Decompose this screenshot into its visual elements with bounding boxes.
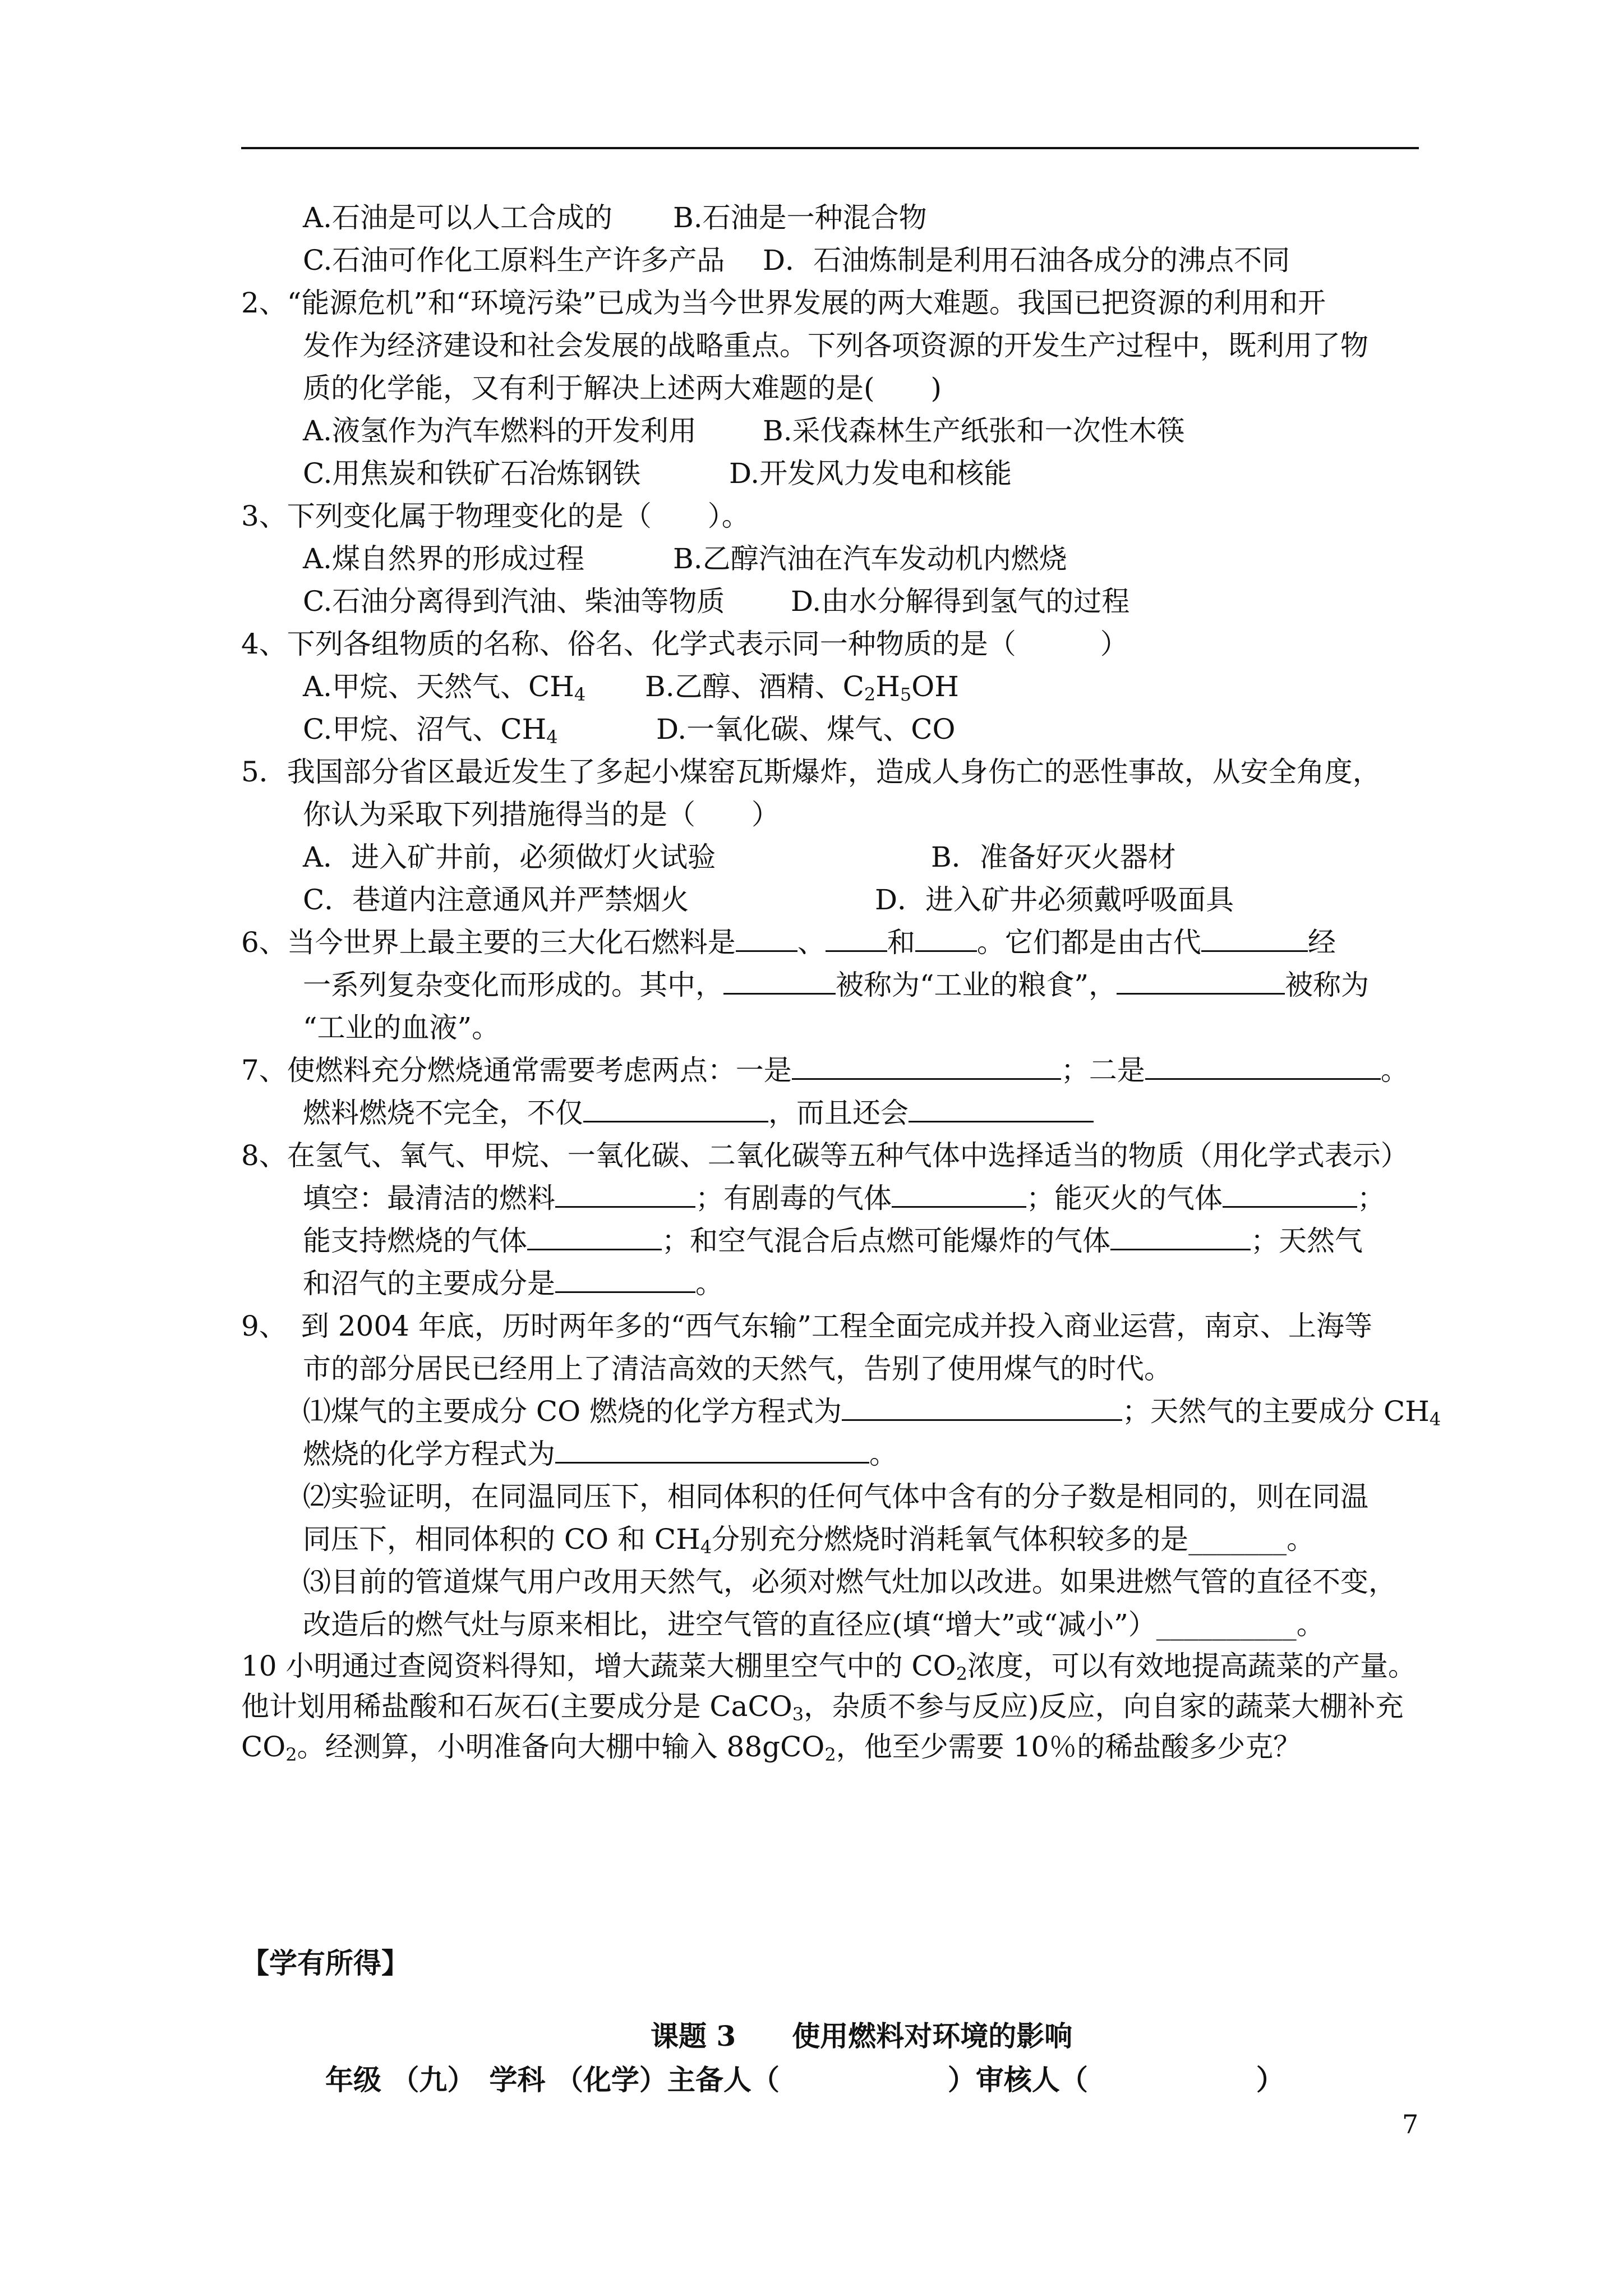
q9-stem-line2: 市的部分居民已经用上了清洁高效的天然气，告别了使用煤气的时代。 — [303, 1352, 1172, 1385]
q8-line2: 填空：最清洁的燃料 ；有剧毒的气体 ；能灭火的气体 ； — [303, 1182, 1385, 1214]
q2-stem-line1: 2、“能源危机”和“环境污染”已成为当今世界发展的两大难题。我国已把资源的利用和开 — [241, 287, 1326, 319]
q8-blank-2[interactable] — [892, 1181, 1026, 1208]
q2-stem-line3: 质的化学能，又有利于解决上述两大难题的是( ) — [303, 372, 942, 404]
q8-line4: 和沼气的主要成分是 。 — [303, 1267, 723, 1300]
q2-option-a: A.液氢作为汽车燃料的开发利用 — [303, 415, 697, 447]
q7-blank-3[interactable] — [583, 1096, 768, 1122]
q4-option-b: B.乙醇、酒精、$C_2H_5OH$ — [645, 670, 959, 705]
q5-stem-line2: 你认为采取下列措施得当的是（ ） — [303, 798, 780, 831]
q7-blank-1[interactable] — [792, 1053, 1061, 1080]
q5-stem-line1: 5．我国部分省区最近发生了多起小煤窑瓦斯爆炸，造成人身伤亡的恶性事故，从安全角度， — [241, 756, 1381, 788]
q8-stem: 8、在氢气、氧气、甲烷、一氧化碳、二氧化碳等五种气体中选择适当的物质（用化学式表示） — [241, 1139, 1409, 1172]
q9-part1-line1: ⑴煤气的主要成分 CO 燃烧的化学方程式为 ；天然气的主要成分 $CH_4$ — [303, 1395, 1441, 1430]
q4-option-a: A.甲烷、天然气、$CH_4$ — [303, 670, 586, 705]
q3-stem: 3、下列变化属于物理变化的是（ ）。 — [241, 500, 750, 532]
q3-option-d: D.由水分解得到氢气的过程 — [791, 585, 1130, 618]
q3-option-a: A.煤自然界的形成过程 — [303, 542, 585, 575]
q9-stem-line1: 9、 到 2004 年底，历时两年多的“西气东输”工程全面完成并投入商业运营，南京、上海等 — [241, 1310, 1372, 1342]
q6-line3: “工业的血液”。 — [303, 1011, 500, 1044]
q8-blank-3[interactable] — [1223, 1181, 1357, 1208]
page-number: 7 — [1402, 2109, 1419, 2139]
q6-blank-3[interactable] — [915, 926, 977, 952]
q6-blank-4[interactable] — [1201, 926, 1308, 952]
section-heading: 【学有所得】 — [241, 1947, 409, 1980]
q4-option-d: D.一氧化碳、煤气、CO — [656, 713, 956, 746]
q4-stem: 4、下列各组物质的名称、俗名、化学式表示同一种物质的是（ ） — [241, 628, 1128, 660]
q8-blank-1[interactable] — [555, 1181, 695, 1208]
q8-blank-6[interactable] — [555, 1267, 695, 1293]
q9-blank-2[interactable] — [555, 1437, 869, 1464]
q6-line1: 6、当今世界上最主要的三大化石燃料是 、 和 。它们都是由古代 经 — [241, 926, 1336, 959]
q3-option-c: C.石油分离得到汽油、柴油等物质 — [303, 585, 725, 618]
q9-part2-line1: ⑵实验证明，在同温同压下，相同体积的任何气体中含有的分子数是相同的，则在同温 — [303, 1480, 1368, 1513]
q6-blank-2[interactable] — [826, 926, 887, 952]
q6-blank-1[interactable] — [736, 926, 797, 952]
q2-option-d: D.开发风力发电和核能 — [729, 457, 1012, 490]
q2-option-c: C.用焦炭和铁矿石冶炼钢铁 — [303, 457, 641, 490]
q7-blank-2[interactable] — [1145, 1053, 1381, 1080]
q9-part1-line2: 燃烧的化学方程式为 。 — [303, 1438, 897, 1470]
q8-blank-4[interactable] — [527, 1224, 662, 1250]
q7-line2: 燃料燃烧不完全，不仅 ，而且还会 — [303, 1096, 1094, 1130]
q3-option-b: B.乙醇汽油在汽车发动机内燃烧 — [673, 542, 1067, 575]
q5-option-c: C．巷道内注意通风并严禁烟火 — [303, 884, 689, 916]
lesson-info-line: 年级 （九） 学科 （化学）主备人（ ）审核人（ ） — [325, 2063, 1284, 2096]
q1-option-c: C.石油可作化工原料生产许多产品 — [303, 244, 725, 277]
q9-blank-1[interactable] — [842, 1395, 1122, 1421]
q8-line3: 能支持燃烧的气体 ；和空气混合后点燃可能爆炸的气体 ；天然气 — [303, 1225, 1363, 1257]
q5-option-a: A．进入矿井前，必须做灯火试验 — [303, 841, 716, 873]
q2-option-b: B.采伐森林生产纸张和一次性木筷 — [763, 415, 1185, 447]
q5-option-b: B．准备好灭火器材 — [931, 841, 1176, 873]
lesson-title: 课题 3 使用燃料对环境的影响 — [651, 2019, 1073, 2053]
q6-blank-6[interactable] — [1117, 968, 1285, 995]
q9-part2-line2: 同压下，相同体积的 CO 和 $CH_4$分别充分燃烧时消耗氧气体积较多的是_______。 — [303, 1523, 1315, 1558]
q7-line1: 7、使燃料充分燃烧通常需要考虑两点：一是 ；二是 。 — [241, 1054, 1409, 1087]
q6-line2: 一系列复杂变化而形成的。其中， 被称为“工业的粮食”， 被称为 — [303, 969, 1370, 1001]
q10-line1: 10 小明通过查阅资料得知，增大蔬菜大棚里空气中的 $CO_2$浓度，可以有效地提高蔬菜的产量。 — [241, 1650, 1417, 1685]
q1-option-d: D．石油炼制是利用石油各成分的沸点不同 — [763, 244, 1290, 277]
q1-option-a: A.石油是可以人工合成的 — [303, 201, 613, 234]
q10-line2: 他计划用稀盐酸和石灰石(主要成分是 CaCO$_3$，杂质不参与反应)反应，向自家的蔬菜大棚补充 — [241, 1690, 1404, 1725]
q9-part3-line1: ⑶目前的管道煤气用户改用天然气，必须对燃气灶加以改进。如果进燃气管的直径不变， — [303, 1566, 1396, 1598]
q10-line3: $CO_2$。经测算，小明准备向大棚中输入 88gCO$_2$，他至少需要 10％的稀盐酸多少克？ — [241, 1731, 1302, 1765]
q2-stem-line2: 发作为经济建设和社会发展的战略重点。下列各项资源的开发生产过程中，既利用了物 — [303, 329, 1368, 362]
q6-blank-5[interactable] — [723, 968, 836, 995]
q5-option-d: D．进入矿井必须戴呼吸面具 — [875, 884, 1234, 916]
q7-blank-4[interactable] — [909, 1096, 1094, 1122]
q4-option-c: C.甲烷、沼气、$CH_4$ — [303, 713, 558, 748]
q9-part3-line2: 改造后的燃气灶与原来相比，进空气管的直径应(填“增大”或“减小”）__________。 — [303, 1608, 1325, 1641]
q1-option-b: B.石油是一种混合物 — [673, 201, 927, 234]
q8-blank-5[interactable] — [1110, 1224, 1251, 1250]
header-rule — [241, 147, 1419, 149]
